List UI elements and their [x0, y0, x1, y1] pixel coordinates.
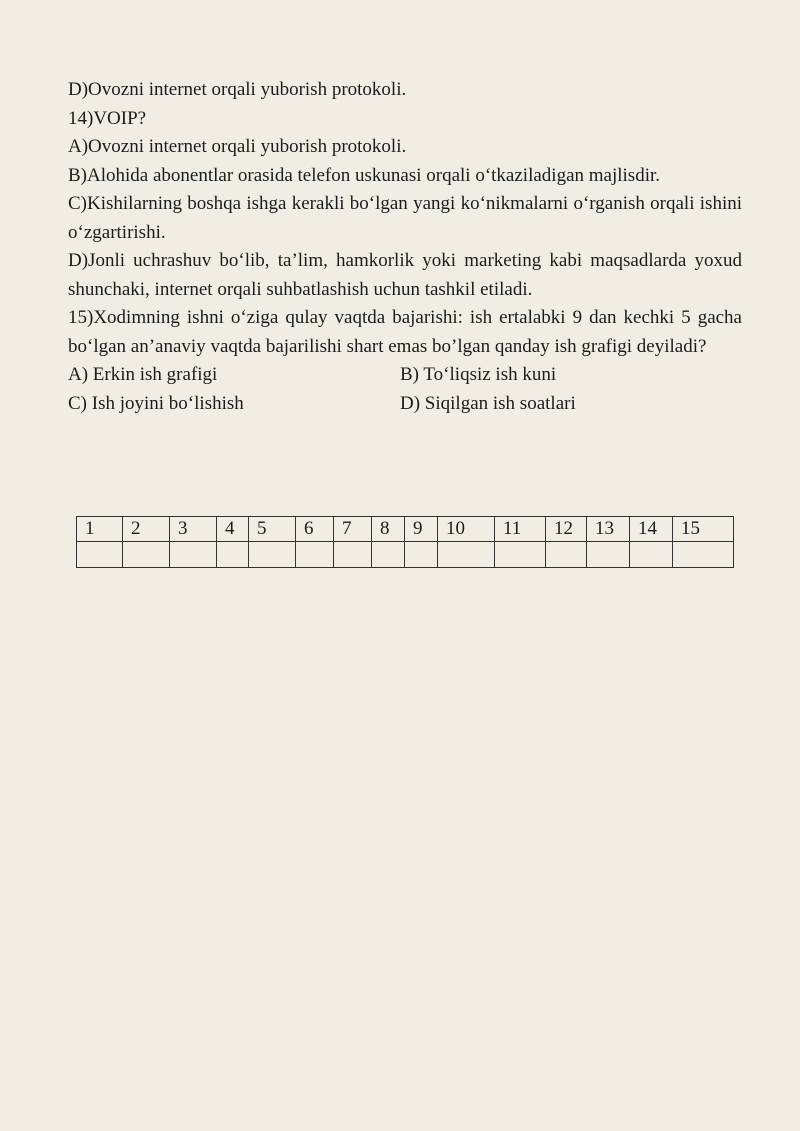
answer-cell — [587, 542, 630, 568]
q15-options-row-2 — [68, 390, 742, 419]
q13-option-d: D)Ovozni internet orqali yuborish protokoli. — [68, 79, 407, 100]
number-cell: 2 — [123, 517, 170, 542]
number-cell: 10 — [438, 517, 495, 542]
number-cell: 12 — [546, 517, 587, 542]
q15-option-c: C) Ish joyini bo‘lishish — [68, 392, 244, 414]
q14-option-b: B)Alohida abonentlar orasida telefon uskunasi orqali o‘tkaziladigan majlisdir. — [68, 164, 661, 186]
answer-cell — [673, 542, 734, 568]
answer-cell — [249, 542, 296, 568]
number-cell: 3 — [170, 517, 217, 542]
answer-cell — [334, 542, 372, 568]
number-cell: 4 — [217, 517, 249, 542]
number-cell: 13 — [587, 517, 630, 542]
answer-cell — [170, 542, 217, 568]
answer-cell — [546, 542, 587, 568]
number-cell: 14 — [630, 517, 673, 542]
q15-option-a: A) Erkin ish grafigi — [68, 364, 218, 385]
number-cell: 9 — [405, 517, 438, 542]
number-cell: 8 — [372, 517, 405, 542]
answer-cell — [630, 542, 673, 568]
answer-key-table — [76, 516, 734, 568]
answer-key-answer-row — [77, 542, 734, 568]
number-cell: 7 — [334, 517, 372, 542]
answer-cell — [405, 542, 438, 568]
answer-cell — [123, 542, 170, 568]
q14-option-c: C)Kishilarning boshqa ishga kerakli bo‘lgan yangi ko‘nikmalarni o‘rganish orqali ishini o‘zgartirishi. — [68, 193, 742, 243]
answer-key-number-row — [77, 517, 734, 542]
answer-cell — [296, 542, 334, 568]
q15-option-d: D) Siqilgan ish soatlari — [400, 392, 576, 414]
q15-question: 15)Xodimning ishni o‘ziga qulay vaqtda bajarishi: ish ertalabki 9 dan kechki 5 gacha bo‘lgan an’anaviy vaqtda bajarilishi shart emas bo’lgan qanday ish grafigi deyiladi? — [68, 307, 742, 357]
q15-option-b: B) To‘liqsiz ish kuni — [400, 364, 557, 385]
answer-cell — [495, 542, 546, 568]
answer-cell — [77, 542, 123, 568]
answer-cell — [438, 542, 495, 568]
answer-cell — [372, 542, 405, 568]
question-text-block — [68, 76, 742, 418]
number-cell: 5 — [249, 517, 296, 542]
number-cell: 6 — [296, 517, 334, 542]
number-cell: 11 — [495, 517, 546, 542]
number-cell: 1 — [77, 517, 123, 542]
q14-question: 14)VOIP? — [68, 107, 147, 129]
number-cell: 15 — [673, 517, 734, 542]
q14-option-a: A)Ovozni internet orqali yuborish protokoli. — [68, 136, 407, 157]
q15-options-row-1 — [68, 361, 742, 390]
q14-option-d: D)Jonli uchrashuv bo‘lib, ta’lim, hamkorlik yoki marketing kabi maqsadlarda yoxud shunchaki, internet orqali suhbatlashish uchun tashkil etiladi. — [68, 250, 742, 300]
answer-cell — [217, 542, 249, 568]
